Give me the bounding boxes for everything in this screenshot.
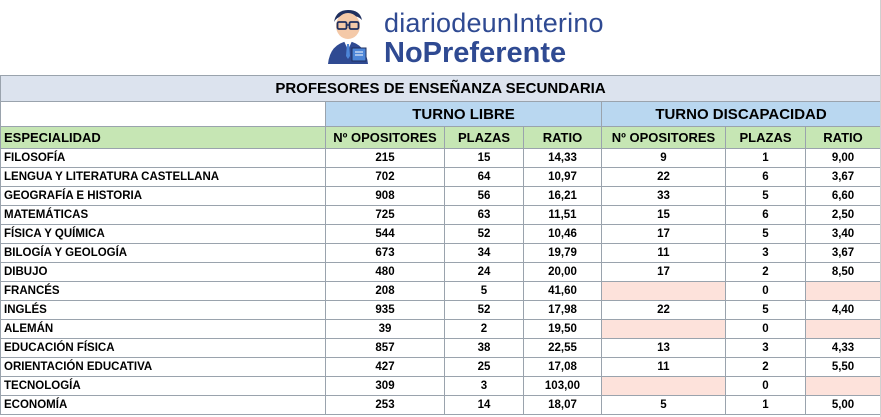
cell-ratio-discapacidad: 5,00 — [806, 396, 881, 415]
cell-opositores-libre: 208 — [326, 282, 445, 301]
header-ratio-discapacidad: RATIO — [806, 127, 881, 149]
header-ratio-libre: RATIO — [524, 127, 602, 149]
cell-plazas-discapacidad: 5 — [726, 301, 806, 320]
cell-opositores-discapacidad: 17 — [602, 263, 726, 282]
table-row — [1, 263, 881, 282]
cell-plazas-discapacidad: 5 — [726, 225, 806, 244]
turno-libre-header: TURNO LIBRE — [326, 102, 602, 127]
table-row — [1, 358, 881, 377]
table-row — [1, 244, 881, 263]
cell-plazas-discapacidad: 0 — [726, 282, 806, 301]
cell-especialidad: DIBUJO — [1, 263, 326, 282]
table-row — [1, 206, 881, 225]
cell-opositores-discapacidad: 33 — [602, 187, 726, 206]
cell-plazas-discapacidad: 2 — [726, 358, 806, 377]
cell-ratio-libre: 16,21 — [524, 187, 602, 206]
cell-especialidad: ALEMÁN — [1, 320, 326, 339]
cell-plazas-libre: 2 — [445, 320, 524, 339]
table-row — [1, 320, 881, 339]
cell-ratio-libre: 10,46 — [524, 225, 602, 244]
cell-plazas-libre: 24 — [445, 263, 524, 282]
cell-opositores-discapacidad: 11 — [602, 358, 726, 377]
cell-opositores-discapacidad: 13 — [602, 339, 726, 358]
logo-text-top: diariodeunInterino — [384, 8, 604, 38]
table-title: PROFESORES DE ENSEÑANZA SECUNDARIA — [1, 76, 881, 102]
cell-opositores-discapacidad — [602, 320, 726, 339]
cell-plazas-discapacidad: 0 — [726, 377, 806, 396]
cell-ratio-libre: 17,98 — [524, 301, 602, 320]
cell-ratio-libre: 17,08 — [524, 358, 602, 377]
cell-opositores-discapacidad: 22 — [602, 301, 726, 320]
cell-ratio-libre: 19,50 — [524, 320, 602, 339]
cell-plazas-discapacidad: 3 — [726, 244, 806, 263]
cell-opositores-discapacidad: 9 — [602, 149, 726, 168]
cell-especialidad: ORIENTACIÓN EDUCATIVA — [1, 358, 326, 377]
header-opositores-discapacidad: Nº OPOSITORES — [602, 127, 726, 149]
table-title-row — [1, 76, 881, 102]
cell-plazas-libre: 56 — [445, 187, 524, 206]
table-row — [1, 339, 881, 358]
teacher-avatar-icon — [318, 6, 376, 66]
cell-opositores-libre: 857 — [326, 339, 445, 358]
cell-ratio-discapacidad: 6,60 — [806, 187, 881, 206]
cell-opositores-discapacidad: 22 — [602, 168, 726, 187]
turno-discapacidad-header: TURNO DISCAPACIDAD — [602, 102, 881, 127]
cell-opositores-libre: 427 — [326, 358, 445, 377]
cell-plazas-libre: 52 — [445, 301, 524, 320]
cell-opositores-libre: 935 — [326, 301, 445, 320]
cell-ratio-discapacidad — [806, 282, 881, 301]
cell-plazas-discapacidad: 1 — [726, 396, 806, 415]
cell-especialidad: INGLÉS — [1, 301, 326, 320]
cell-plazas-discapacidad: 0 — [726, 320, 806, 339]
cell-opositores-discapacidad: 5 — [602, 396, 726, 415]
cell-ratio-libre: 22,55 — [524, 339, 602, 358]
cell-plazas-discapacidad: 2 — [726, 263, 806, 282]
cell-opositores-discapacidad — [602, 377, 726, 396]
cell-ratio-discapacidad: 5,50 — [806, 358, 881, 377]
cell-ratio-libre: 14,33 — [524, 149, 602, 168]
cell-ratio-libre: 18,07 — [524, 396, 602, 415]
cell-ratio-discapacidad — [806, 320, 881, 339]
logo-banner — [0, 0, 881, 75]
logo — [318, 6, 618, 70]
cell-plazas-discapacidad: 1 — [726, 149, 806, 168]
cell-especialidad: MATEMÁTICAS — [1, 206, 326, 225]
cell-plazas-libre: 52 — [445, 225, 524, 244]
cell-opositores-libre: 253 — [326, 396, 445, 415]
cell-plazas-discapacidad: 6 — [726, 168, 806, 187]
cell-opositores-libre: 673 — [326, 244, 445, 263]
cell-opositores-libre: 39 — [326, 320, 445, 339]
table-row — [1, 282, 881, 301]
header-plazas-libre: PLAZAS — [445, 127, 524, 149]
table-row — [1, 377, 881, 396]
cell-especialidad: BILOGÍA Y GEOLOGÍA — [1, 244, 326, 263]
cell-ratio-discapacidad: 3,67 — [806, 168, 881, 187]
cell-plazas-discapacidad: 6 — [726, 206, 806, 225]
table-row — [1, 187, 881, 206]
cell-opositores-libre: 480 — [326, 263, 445, 282]
table-row — [1, 396, 881, 415]
cell-especialidad: FÍSICA Y QUÍMICA — [1, 225, 326, 244]
cell-ratio-discapacidad: 8,50 — [806, 263, 881, 282]
cell-ratio-discapacidad: 4,33 — [806, 339, 881, 358]
cell-opositores-discapacidad: 11 — [602, 244, 726, 263]
cell-plazas-libre: 3 — [445, 377, 524, 396]
oposiciones-table — [0, 75, 881, 415]
cell-ratio-libre: 19,79 — [524, 244, 602, 263]
cell-opositores-discapacidad — [602, 282, 726, 301]
cell-especialidad: EDUCACIÓN FÍSICA — [1, 339, 326, 358]
cell-ratio-discapacidad: 3,40 — [806, 225, 881, 244]
header-opositores-libre: Nº OPOSITORES — [326, 127, 445, 149]
cell-ratio-discapacidad: 2,50 — [806, 206, 881, 225]
cell-ratio-libre: 10,97 — [524, 168, 602, 187]
cell-opositores-libre: 908 — [326, 187, 445, 206]
cell-ratio-libre: 11,51 — [524, 206, 602, 225]
cell-opositores-libre: 702 — [326, 168, 445, 187]
cell-opositores-libre: 544 — [326, 225, 445, 244]
cell-ratio-libre: 20,00 — [524, 263, 602, 282]
cell-plazas-libre: 15 — [445, 149, 524, 168]
table-row — [1, 149, 881, 168]
cell-especialidad: LENGUA Y LITERATURA CASTELLANA — [1, 168, 326, 187]
cell-especialidad: FRANCÉS — [1, 282, 326, 301]
cell-ratio-discapacidad — [806, 377, 881, 396]
cell-opositores-discapacidad: 17 — [602, 225, 726, 244]
header-plazas-discapacidad: PLAZAS — [726, 127, 806, 149]
cell-ratio-discapacidad: 3,67 — [806, 244, 881, 263]
table-row — [1, 225, 881, 244]
cell-ratio-libre: 41,60 — [524, 282, 602, 301]
cell-ratio-discapacidad: 4,40 — [806, 301, 881, 320]
table-row — [1, 301, 881, 320]
cell-opositores-discapacidad: 15 — [602, 206, 726, 225]
cell-plazas-discapacidad: 3 — [726, 339, 806, 358]
cell-plazas-libre: 38 — [445, 339, 524, 358]
turno-blank-cell — [1, 102, 326, 127]
cell-plazas-libre: 34 — [445, 244, 524, 263]
cell-ratio-libre: 103,00 — [524, 377, 602, 396]
turno-row — [1, 102, 881, 127]
column-header-row — [1, 127, 881, 149]
cell-plazas-libre: 25 — [445, 358, 524, 377]
header-especialidad: ESPECIALIDAD — [1, 127, 326, 149]
cell-plazas-discapacidad: 5 — [726, 187, 806, 206]
cell-especialidad: FILOSOFÍA — [1, 149, 326, 168]
cell-especialidad: ECONOMÍA — [1, 396, 326, 415]
cell-opositores-libre: 725 — [326, 206, 445, 225]
cell-plazas-libre: 63 — [445, 206, 524, 225]
logo-text-bottom: NoPreferente — [384, 37, 567, 69]
cell-opositores-libre: 309 — [326, 377, 445, 396]
cell-plazas-libre: 64 — [445, 168, 524, 187]
cell-opositores-libre: 215 — [326, 149, 445, 168]
cell-plazas-libre: 14 — [445, 396, 524, 415]
cell-ratio-discapacidad: 9,00 — [806, 149, 881, 168]
cell-especialidad: GEOGRAFÍA E HISTORIA — [1, 187, 326, 206]
table-row — [1, 168, 881, 187]
cell-especialidad: TECNOLOGÍA — [1, 377, 326, 396]
cell-plazas-libre: 5 — [445, 282, 524, 301]
